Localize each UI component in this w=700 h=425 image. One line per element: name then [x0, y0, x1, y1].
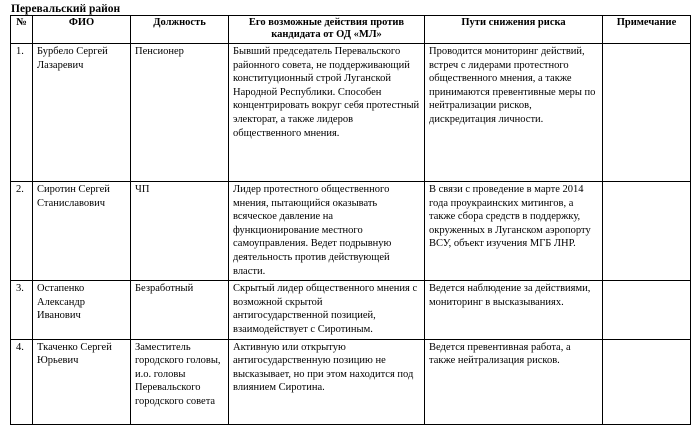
table-row — [11, 44, 691, 182]
row-note — [603, 44, 691, 182]
header-actions: Его возможные действия против кандидата от ОД «МЛ» — [229, 16, 425, 44]
row-note — [603, 281, 691, 339]
row-position: Заместитель городского головы, и.о. головы Перевальского городского совета — [131, 339, 229, 424]
row-risk: Ведется наблюдение за действиями, мониторинг в высказываниях. — [425, 281, 603, 339]
table-header-row — [11, 16, 691, 44]
row-name: Бурбело Сергей Лазаревич — [33, 44, 131, 182]
row-risk: Ведется превентивная работа, а также нейтрализация рисков. — [425, 339, 603, 424]
header-num: № — [11, 16, 33, 44]
row-risk: В связи с проведение в марте 2014 года проукраинских митингов, а также сбора средств в поддержку, окруженных в Луганском аэропорту ВСУ, объект изучения МГБ ЛНР. — [425, 182, 603, 281]
row-num: 3. — [11, 281, 33, 339]
row-position: Пенсионер — [131, 44, 229, 182]
row-num: 1. — [11, 44, 33, 182]
document-title: Перевальский район — [11, 3, 121, 15]
table-row — [11, 339, 691, 424]
row-actions: Скрытый лидер общественного мнения с возможной скрытой антигосударственной позицией, взаимодействует с Сиротиным. — [229, 281, 425, 339]
header-name: ФИО — [33, 16, 131, 44]
header-risk: Пути снижения риска — [425, 16, 603, 44]
row-actions: Лидер протестного общественного мнения, пытающийся оказывать всяческое давление на функционирование местного самоуправления. Ведет подрывную деятельность против действующей власти. — [229, 182, 425, 281]
table-row — [11, 281, 691, 339]
row-position: ЧП — [131, 182, 229, 281]
row-note — [603, 339, 691, 424]
row-risk: Проводится мониторинг действий, встреч с лидерами протестного общественного мнения, а также принимаются превентивные меры по нейтрализации рисков, дискредитация личности. — [425, 44, 603, 182]
row-name: Сиротин Сергей Станиславович — [33, 182, 131, 281]
row-num: 2. — [11, 182, 33, 281]
row-actions: Активную или открытую антигосударственную позицию не высказывает, но при этом находится под влиянием Сиротина. — [229, 339, 425, 424]
header-position: Должность — [131, 16, 229, 44]
risk-table — [10, 15, 691, 425]
table-row — [11, 182, 691, 281]
row-position: Безработный — [131, 281, 229, 339]
row-name: Ткаченко Сергей Юрьевич — [33, 339, 131, 424]
row-actions: Бывший председатель Перевальского районного совета, не поддерживающий конституционный строй Луганской Народной Республики. Способен концентрировать вокруг себя протестный электорат, а также лидеров общественного мнения. — [229, 44, 425, 182]
row-note — [603, 182, 691, 281]
header-note: Примечание — [603, 16, 691, 44]
row-name: Остапенко Александр Иванович — [33, 281, 131, 339]
row-num: 4. — [11, 339, 33, 424]
